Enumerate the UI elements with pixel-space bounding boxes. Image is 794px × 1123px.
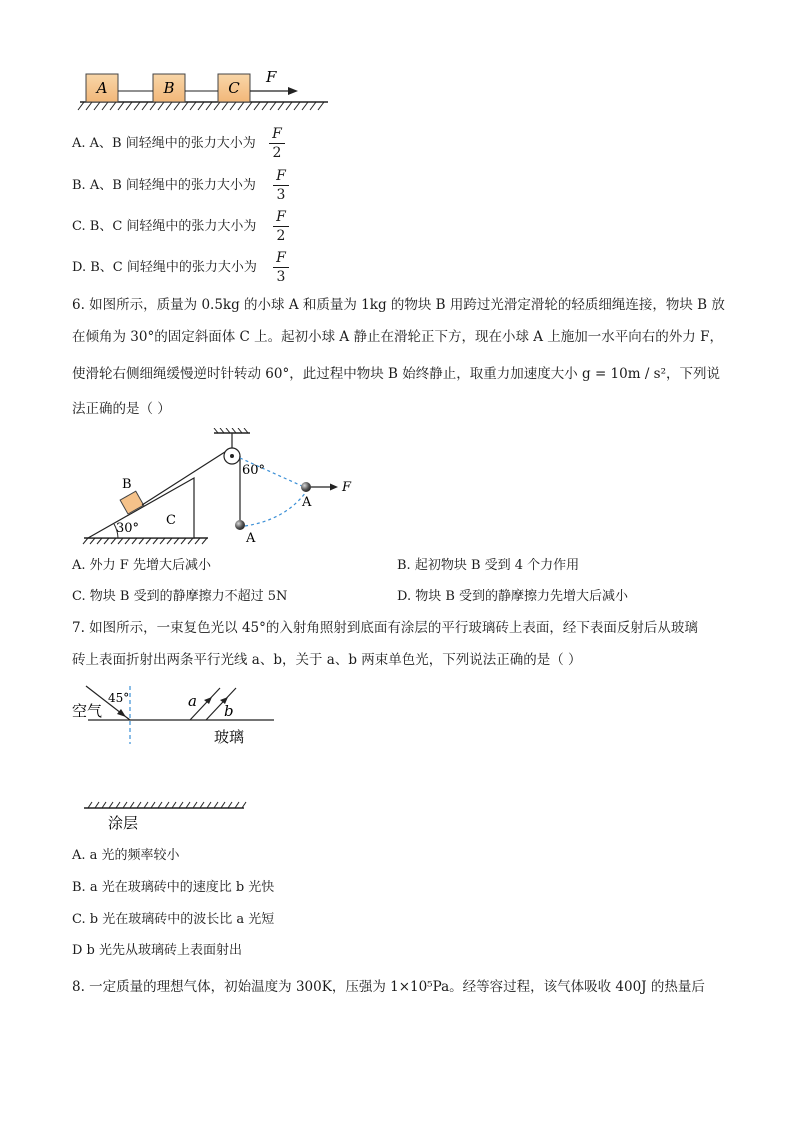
q6-stem-line-4: 法正确的是（ ）: [72, 401, 171, 417]
q6-figure: [70, 428, 360, 548]
q5-option-b-fraction: F 3: [273, 168, 289, 203]
q7-option-b: B. a 光在玻璃砖中的速度比 b 光快: [72, 880, 275, 895]
block-a-label: A: [96, 79, 108, 97]
q6-stem-line-3: 使滑轮右侧细绳缓慢逆时针转动 60°，此过程中物块 B 始终静止，取重力加速度大小 g = 10m / s²，下列说: [72, 366, 720, 382]
q6-option-a: A. 外力 F 先增大后减小: [72, 558, 211, 573]
coating-label: 涂层: [108, 814, 139, 832]
q6-option-b: B. 起初物块 B 受到 4 个力作用: [397, 558, 580, 573]
angle-60-label: 60°: [242, 463, 266, 478]
q6-stem-line-2: 在倾角为 30°的固定斜面体 C 上。起初小球 A 静止在滑轮正下方，现在小球 A 上施加一水平向右的外力 F，: [72, 329, 723, 345]
q7-option-d: D b 光先从玻璃砖上表面射出: [72, 943, 243, 958]
q7-option-a: A. a 光的频率较小: [72, 848, 180, 863]
wedge-c-label: C: [166, 513, 176, 528]
ray-a-label: a: [188, 692, 197, 710]
q5-option-d-fraction: F 3: [273, 250, 289, 285]
block-b-label: B: [122, 477, 132, 492]
q5-option-c-fraction: F 2: [273, 209, 289, 244]
q7-stem-line-2: 砖上表面折射出两条平行光线 a、b，关于 a、b 两束单色光，下列说法正确的是（ ）: [72, 652, 582, 668]
ball-a-moved-label: A: [302, 495, 312, 510]
block-b-label: B: [163, 79, 175, 97]
q5-option-d: D. B、C 间轻绳中的张力大小为: [72, 260, 257, 275]
angle-45-label: 45°: [108, 691, 130, 705]
q7-option-c: C. b 光在玻璃砖中的波长比 a 光短: [72, 912, 275, 927]
q5-option-a-fraction: F 2: [269, 126, 285, 161]
block-c-label: C: [228, 79, 240, 97]
force-f-label: F: [266, 68, 277, 86]
q6-option-d: D. 物块 B 受到的静摩擦力先增大后减小: [397, 589, 629, 604]
ball-a-initial-label: A: [246, 531, 256, 546]
q6-option-c: C. 物块 B 受到的静摩擦力不超过 5N: [72, 589, 288, 604]
q5-figure: [70, 60, 340, 120]
q5-option-b: B. A、B 间轻绳中的张力大小为: [72, 178, 256, 193]
ray-b-label: b: [224, 702, 234, 720]
angle-30-label: 30°: [116, 521, 140, 536]
q7-figure: [70, 680, 280, 840]
q5-option-c: C. B、C 间轻绳中的张力大小为: [72, 219, 257, 234]
ball-a-initial: [235, 520, 245, 530]
ball-a-moved: [301, 482, 311, 492]
q7-stem-line-1: 7. 如图所示，一束复色光以 45°的入射角照射到底面有涂层的平行玻璃砖上表面，经下表面反射后从玻璃: [72, 620, 698, 636]
force-f-label: F: [342, 480, 352, 495]
glass-label: 玻璃: [214, 728, 245, 746]
q5-option-a: A. A、B 间轻绳中的张力大小为: [72, 136, 256, 151]
q8-stem-line-1: 8. 一定质量的理想气体，初始温度为 300K，压强为 1×10⁵Pa。经等容过程，该气体吸收 400J 的热量后: [72, 979, 705, 995]
q6-stem-line-1: 6. 如图所示，质量为 0.5kg 的小球 A 和质量为 1kg 的物块 B 用跨过光滑定滑轮的轻质细绳连接，物块 B 放: [72, 297, 725, 313]
air-label: 空气: [72, 702, 103, 720]
